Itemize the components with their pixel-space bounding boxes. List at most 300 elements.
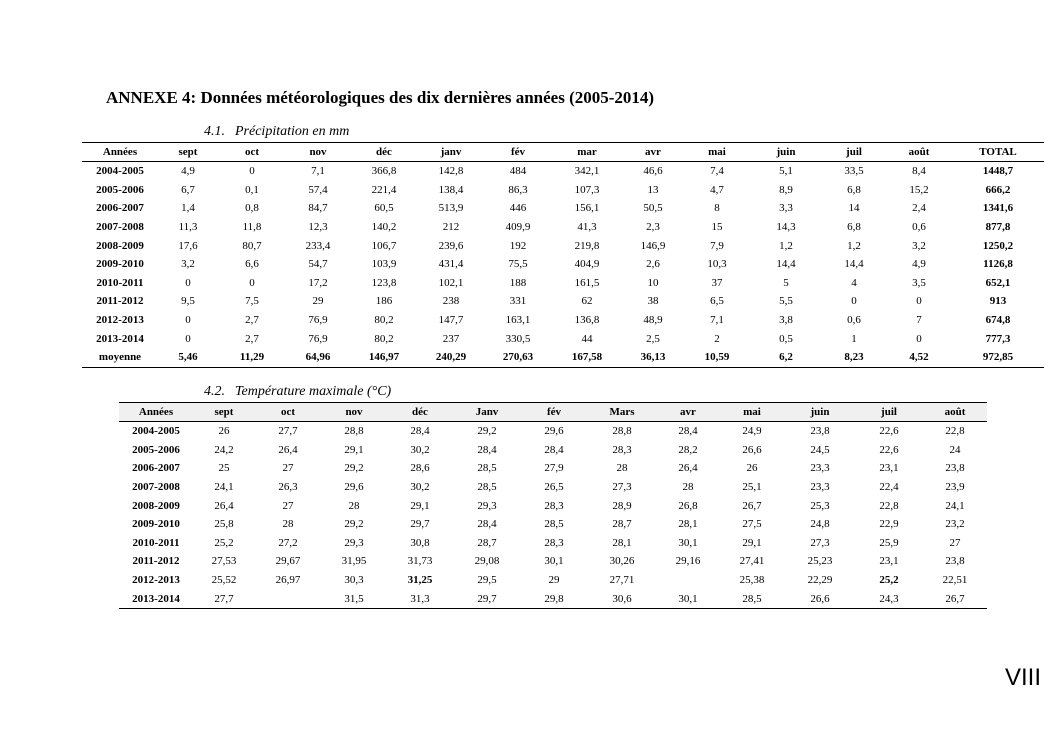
- table-cell: 41,3: [577, 221, 597, 234]
- table-cell: 3,5: [912, 276, 926, 289]
- table-cell: 25,38: [739, 574, 765, 587]
- table-cell: 652,1: [985, 276, 1011, 289]
- table-cell: 2,3: [646, 221, 660, 234]
- table-cell: 431,4: [438, 258, 464, 271]
- table-cell: 0: [249, 165, 255, 178]
- table-cell: 0,1: [245, 183, 259, 196]
- table-cell: 3,2: [181, 258, 195, 271]
- table-cell: 29,1: [344, 443, 364, 456]
- table-cell: 10,59: [684, 348, 750, 367]
- table-cell: 27,7: [278, 425, 298, 438]
- table-cell: 27: [949, 536, 961, 549]
- table-cell: 29,8: [521, 589, 587, 608]
- table-cell: 23,2: [945, 518, 965, 531]
- table-cell: 2,5: [646, 332, 660, 345]
- column-header: Mars: [587, 403, 657, 422]
- table-cell: 7,9: [710, 239, 724, 252]
- table-cell: 12,3: [308, 221, 328, 234]
- table-cell: 146,97: [350, 348, 418, 367]
- table-cell: 15,2: [909, 183, 929, 196]
- table-cell: 27,71: [609, 574, 635, 587]
- table-cell: 26: [746, 462, 758, 475]
- table-cell: 26,6: [742, 443, 762, 456]
- column-header: nov: [286, 143, 350, 162]
- table-cell: 28,5: [477, 481, 497, 494]
- table-cell: 240,29: [418, 348, 484, 367]
- table-cell: 28,8: [344, 425, 364, 438]
- table-cell: [657, 571, 719, 590]
- table-cell: 28,4: [477, 443, 497, 456]
- table-cell: 33,5: [844, 165, 864, 178]
- table-row: [119, 552, 987, 571]
- table-cell: 6,6: [245, 258, 259, 271]
- table-cell: 25,23: [807, 555, 833, 568]
- column-header: déc: [387, 403, 453, 422]
- table-cell: 80,7: [242, 239, 262, 252]
- row-label: moyenne: [82, 348, 158, 367]
- column-header: Années: [119, 403, 193, 422]
- row-label: 2007-2008: [96, 221, 144, 234]
- table-cell: 28,2: [678, 443, 698, 456]
- table-row: [82, 274, 1044, 293]
- table-cell: 29,3: [477, 499, 497, 512]
- table-cell: 30,26: [609, 555, 635, 568]
- table-cell: 28: [616, 462, 628, 475]
- table-cell: 60,5: [374, 202, 394, 215]
- table-cell: 76,9: [308, 332, 328, 345]
- table-cell: 29,16: [675, 555, 701, 568]
- table-cell: 29,1: [410, 499, 430, 512]
- table-cell: 29,67: [275, 555, 301, 568]
- table-cell: 24,8: [810, 518, 830, 531]
- annex-title: ANNEXE 4: Données météorologiques des dix dernières années (2005-2014): [106, 88, 655, 107]
- table-cell: 17,2: [308, 276, 328, 289]
- table-cell: 62: [581, 295, 593, 308]
- table-cell: 28,4: [410, 425, 430, 438]
- table-cell: 24,2: [214, 443, 234, 456]
- table-cell: 28,4: [544, 443, 564, 456]
- table-cell: 28,1: [678, 518, 698, 531]
- row-label: 2010-2011: [96, 276, 144, 289]
- table-cell: 331: [509, 295, 527, 308]
- table-cell: 28,8: [612, 425, 632, 438]
- table-row: [82, 348, 1044, 367]
- column-header: TOTAL: [952, 143, 1044, 162]
- table-cell: 26,7: [742, 499, 762, 512]
- table-cell: 219,8: [574, 239, 600, 252]
- table-cell: 29,7: [410, 518, 430, 531]
- table-cell: 10: [647, 276, 659, 289]
- table-cell: 6,5: [710, 295, 724, 308]
- table-cell: 0: [249, 276, 255, 289]
- table-cell: 1448,7: [982, 165, 1014, 178]
- column-header: fév: [484, 143, 552, 162]
- table-cell: 30,1: [678, 536, 698, 549]
- table-cell: 3,3: [779, 202, 793, 215]
- table-cell: 27: [282, 499, 294, 512]
- table-cell: 23,3: [810, 481, 830, 494]
- table-cell: 26,97: [275, 574, 301, 587]
- table-cell: 27,9: [544, 462, 564, 475]
- table-cell: 24,1: [945, 499, 965, 512]
- table-cell: 188: [509, 276, 527, 289]
- table-cell: 30,6: [587, 589, 657, 608]
- row-label: 2010-2011: [132, 536, 180, 549]
- table-cell: 28,3: [544, 536, 564, 549]
- table-cell: 28,4: [477, 518, 497, 531]
- table-cell: 28,1: [612, 536, 632, 549]
- table-cell: 9,5: [181, 295, 195, 308]
- table-cell: 26,3: [278, 481, 298, 494]
- table-cell: 103,9: [371, 258, 397, 271]
- table-cell: 7: [916, 314, 922, 327]
- table-cell: 28: [282, 518, 294, 531]
- table-cell: 27,41: [739, 555, 765, 568]
- table-cell: 5,5: [779, 295, 793, 308]
- row-label: 2012-2013: [132, 574, 180, 587]
- table-cell: 80,2: [374, 314, 394, 327]
- column-header: oct: [255, 403, 321, 422]
- section-caption: Précipitation en mm: [235, 124, 350, 139]
- table-cell: 28,4: [678, 425, 698, 438]
- table-cell: 86,3: [508, 183, 528, 196]
- column-header: juin: [750, 143, 822, 162]
- table-row: [82, 255, 1044, 274]
- table-cell: 0: [185, 276, 191, 289]
- table-row: [119, 534, 987, 553]
- table-cell: 25,1: [742, 481, 762, 494]
- column-header: Années: [82, 143, 158, 162]
- table-cell: 404,9: [574, 258, 600, 271]
- row-label: 2013-2014: [96, 332, 144, 345]
- table-cell: 233,4: [305, 239, 331, 252]
- table-cell: 0: [851, 295, 857, 308]
- table-cell: 27,53: [211, 555, 237, 568]
- table-cell: 26,6: [785, 589, 855, 608]
- table-row: [119, 441, 987, 460]
- table-cell: 163,1: [505, 314, 531, 327]
- table-cell: 24,5: [810, 443, 830, 456]
- table-cell: 29,5: [477, 574, 497, 587]
- row-label: 2004-2005: [96, 165, 144, 178]
- table-cell: 27: [282, 462, 294, 475]
- table-cell: 238: [442, 295, 460, 308]
- table-row: [119, 571, 987, 590]
- table-cell: 2,7: [245, 314, 259, 327]
- table-cell: 23,8: [945, 555, 965, 568]
- table-cell: 484: [509, 165, 527, 178]
- table-cell: 84,7: [308, 202, 328, 215]
- table-cell: 48,9: [643, 314, 663, 327]
- table-cell: 23,8: [810, 425, 830, 438]
- table-cell: 5,46: [158, 348, 218, 367]
- table-cell: 24,9: [742, 425, 762, 438]
- table-cell: 0: [916, 295, 922, 308]
- table-cell: 28,5: [477, 462, 497, 475]
- table-cell: 4,52: [886, 348, 952, 367]
- column-header: mai: [719, 403, 785, 422]
- table-cell: 27,3: [612, 481, 632, 494]
- table-cell: 24,3: [855, 589, 923, 608]
- column-header: Janv: [453, 403, 521, 422]
- table-cell: 31,25: [407, 574, 433, 587]
- table-cell: 2,7: [245, 332, 259, 345]
- table-cell: 30,8: [410, 536, 430, 549]
- table-cell: 28: [682, 481, 694, 494]
- table-cell: 409,9: [505, 221, 531, 234]
- table-cell: 3,2: [912, 239, 926, 252]
- table-cell: 22,6: [879, 443, 899, 456]
- table-cell: 30,3: [344, 574, 364, 587]
- column-header: nov: [321, 403, 387, 422]
- table-cell: 14,4: [776, 258, 796, 271]
- table-cell: 7,1: [710, 314, 724, 327]
- row-label: 2005-2006: [96, 183, 144, 196]
- table-cell: 8,4: [912, 165, 926, 178]
- column-header: déc: [350, 143, 418, 162]
- table-cell: 31,5: [321, 589, 387, 608]
- column-header: avr: [657, 403, 719, 422]
- table-cell: 2: [714, 332, 720, 345]
- section-number: 4.1.: [204, 124, 225, 139]
- table-cell: 26,4: [278, 443, 298, 456]
- table-cell: 76,9: [308, 314, 328, 327]
- table-cell: 777,3: [985, 332, 1011, 345]
- table-cell: 11,29: [218, 348, 286, 367]
- table-cell: 37: [711, 276, 723, 289]
- table-cell: 106,7: [371, 239, 397, 252]
- table-row: [119, 422, 987, 441]
- table-cell: 1,2: [847, 239, 861, 252]
- column-header: août: [886, 143, 952, 162]
- column-header: janv: [418, 143, 484, 162]
- table-cell: 270,63: [484, 348, 552, 367]
- section-heading-max-temperature: [204, 384, 391, 400]
- table-cell: 140,2: [371, 221, 397, 234]
- table-cell: 26,5: [544, 481, 564, 494]
- row-label: 2006-2007: [132, 462, 180, 475]
- table-cell: 23,1: [879, 462, 899, 475]
- table-cell: 0: [185, 332, 191, 345]
- row-label: 2011-2012: [96, 295, 144, 308]
- row-label: 2007-2008: [132, 481, 180, 494]
- table-cell: 8,9: [779, 183, 793, 196]
- table-cell: 44: [581, 332, 593, 345]
- table-cell: 25,8: [214, 518, 234, 531]
- table-cell: 31,73: [407, 555, 433, 568]
- table-row: [119, 496, 987, 515]
- table-cell: 26,4: [678, 462, 698, 475]
- table-cell: 239,6: [438, 239, 464, 252]
- row-label: 2008-2009: [96, 239, 144, 252]
- section-number: 4.2.: [204, 384, 225, 399]
- table-row: [82, 236, 1044, 255]
- table-row: [119, 459, 987, 478]
- table-cell: 31,95: [341, 555, 367, 568]
- table-cell: 142,8: [438, 165, 464, 178]
- table-cell: 0,8: [245, 202, 259, 215]
- table-cell: 30,1: [544, 555, 564, 568]
- table-cell: 36,13: [622, 348, 684, 367]
- table-cell: 446: [509, 202, 527, 215]
- table-cell: 23,3: [810, 462, 830, 475]
- row-label: 2012-2013: [96, 314, 144, 327]
- page-number: VIII: [1005, 664, 1042, 691]
- section-heading-precipitation: [204, 124, 349, 140]
- table-cell: 11,3: [178, 221, 198, 234]
- table-cell: 22,8: [945, 425, 965, 438]
- column-header: avr: [622, 143, 684, 162]
- table-cell: 11,8: [242, 221, 262, 234]
- table-cell: 237: [442, 332, 460, 345]
- table-cell: 50,5: [643, 202, 663, 215]
- table-cell: 13: [647, 183, 659, 196]
- table-cell: 8: [714, 202, 720, 215]
- table-cell: 29,6: [344, 481, 364, 494]
- table-cell: 15: [711, 221, 723, 234]
- table-cell: 7,1: [311, 165, 325, 178]
- table-cell: 6,2: [750, 348, 822, 367]
- table-cell: 27,3: [810, 536, 830, 549]
- precipitation-table: [82, 142, 1044, 368]
- table-cell: 28,5: [719, 589, 785, 608]
- table-cell: 30,2: [410, 443, 430, 456]
- table-cell: 30,2: [410, 481, 430, 494]
- table-cell: 30,1: [657, 589, 719, 608]
- row-label: 2005-2006: [132, 443, 180, 456]
- table-cell: 28,3: [612, 443, 632, 456]
- table-cell: 28,7: [612, 518, 632, 531]
- column-header: juin: [785, 403, 855, 422]
- table-cell: 513,9: [438, 202, 464, 215]
- table-row: [119, 515, 987, 534]
- table-cell: 27,2: [278, 536, 298, 549]
- column-header: sept: [158, 143, 218, 162]
- table-cell: 25,3: [810, 499, 830, 512]
- table-cell: 342,1: [574, 165, 600, 178]
- table-cell: 2,4: [912, 202, 926, 215]
- table-cell: 8,23: [822, 348, 886, 367]
- row-label: 2004-2005: [132, 425, 180, 438]
- column-header: oct: [218, 143, 286, 162]
- table-row: [82, 162, 1044, 181]
- table-cell: 192: [509, 239, 527, 252]
- table-cell: 6,7: [181, 183, 195, 196]
- table-cell: 29,3: [344, 536, 364, 549]
- table-cell: 23,9: [945, 481, 965, 494]
- table-cell: 46,6: [643, 165, 663, 178]
- table-cell: 25,2: [214, 536, 234, 549]
- table-cell: 29,7: [453, 589, 521, 608]
- table-cell: 4: [851, 276, 857, 289]
- max-temperature-table: [119, 402, 987, 609]
- table-cell: 25,9: [879, 536, 899, 549]
- table-cell: 22,9: [879, 518, 899, 531]
- table-cell: 1250,2: [982, 239, 1014, 252]
- table-cell: 674,8: [985, 314, 1011, 327]
- row-label: 2006-2007: [96, 202, 144, 215]
- table-row: [82, 329, 1044, 348]
- table-cell: 6,8: [847, 221, 861, 234]
- table-cell: [255, 589, 321, 608]
- table-cell: 0: [185, 314, 191, 327]
- column-header: juil: [822, 143, 886, 162]
- table-cell: 22,6: [879, 425, 899, 438]
- table-cell: 29,1: [742, 536, 762, 549]
- table-cell: 366,8: [371, 165, 397, 178]
- table-cell: 330,5: [505, 332, 531, 345]
- row-label: 2009-2010: [96, 258, 144, 271]
- column-header: fév: [521, 403, 587, 422]
- table-cell: 25: [218, 462, 230, 475]
- table-cell: 28: [348, 499, 360, 512]
- table-cell: 26,4: [214, 499, 234, 512]
- table-cell: 4,9: [181, 165, 195, 178]
- table-cell: 23,1: [879, 555, 899, 568]
- row-label: 2009-2010: [132, 518, 180, 531]
- table-cell: 28,5: [544, 518, 564, 531]
- table-cell: 25,52: [211, 574, 237, 587]
- table-row: [82, 218, 1044, 237]
- table-cell: 54,7: [308, 258, 328, 271]
- table-cell: 29,2: [344, 518, 364, 531]
- table-cell: 75,5: [508, 258, 528, 271]
- table-cell: 138,4: [438, 183, 464, 196]
- table-row: [119, 589, 987, 608]
- table-cell: 666,2: [985, 183, 1011, 196]
- table-row: [119, 478, 987, 497]
- table-cell: 167,58: [552, 348, 622, 367]
- table-cell: 22,51: [942, 574, 968, 587]
- column-header: juil: [855, 403, 923, 422]
- table-cell: 22,8: [879, 499, 899, 512]
- table-cell: 5: [783, 276, 789, 289]
- table-cell: 26,8: [678, 499, 698, 512]
- table-cell: 3,8: [779, 314, 793, 327]
- table-cell: 161,5: [574, 276, 600, 289]
- table-cell: 10,3: [707, 258, 727, 271]
- table-cell: 14,4: [844, 258, 864, 271]
- table-cell: 22,4: [879, 481, 899, 494]
- row-label: 2013-2014: [119, 589, 193, 608]
- table-cell: 1126,8: [983, 258, 1013, 271]
- table-cell: 31,3: [387, 589, 453, 608]
- table-cell: 29,6: [544, 425, 564, 438]
- table-cell: 1341,6: [982, 202, 1014, 215]
- table-cell: 0,6: [847, 314, 861, 327]
- table-cell: 28,3: [544, 499, 564, 512]
- table-cell: 7,4: [710, 165, 724, 178]
- table-row: [82, 311, 1044, 330]
- table-cell: 4,7: [710, 183, 724, 196]
- column-header: août: [923, 403, 987, 422]
- table-cell: 186: [375, 295, 393, 308]
- table-cell: 972,85: [952, 348, 1044, 367]
- table-cell: 28,9: [612, 499, 632, 512]
- table-cell: 28,6: [410, 462, 430, 475]
- table-cell: 14: [848, 202, 860, 215]
- table-cell: 22,29: [807, 574, 833, 587]
- table-cell: 102,1: [438, 276, 464, 289]
- table-cell: 1: [851, 332, 857, 345]
- table-cell: 29,08: [474, 555, 500, 568]
- table-cell: 913: [989, 295, 1007, 308]
- table-cell: 0,5: [779, 332, 793, 345]
- table-cell: 25,2: [879, 574, 899, 587]
- table-cell: 38: [647, 295, 659, 308]
- table-cell: 29,2: [477, 425, 497, 438]
- table-cell: 29: [548, 574, 560, 587]
